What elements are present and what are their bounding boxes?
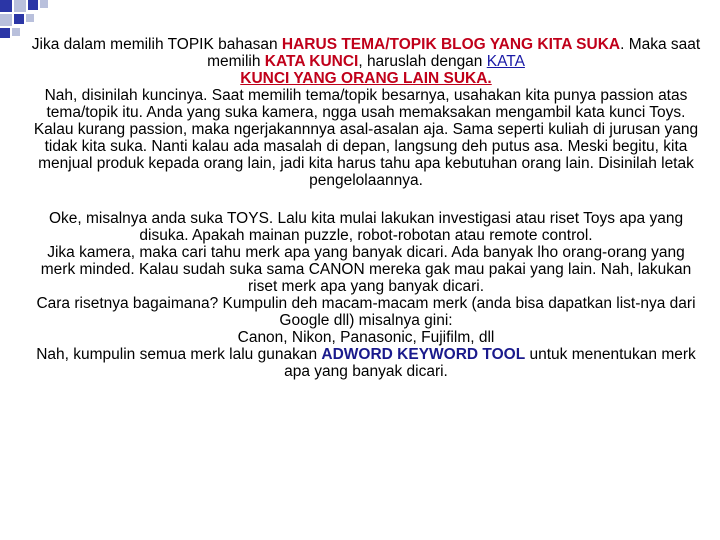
paragraph-kamera: Jika kamera, maka cari tahu merk apa yang banyak dicari. Ada banyak lho orang-orang yang merk minded. Kalau sudah suka sama CANON mereka gak mau pakai yang lain. Nah, lakukan riset merk apa yang banyak dicari. [40, 244, 692, 295]
highlight-kata-kunci: KATA KUNCI [264, 53, 359, 70]
highlight-kata: KATA [486, 53, 525, 70]
text: Jika dalam memilih TOPIK bahasan [31, 36, 282, 53]
highlight-adword-tool: ADWORD KEYWORD TOOL [321, 346, 526, 363]
paragraph-brands: Canon, Nikon, Panasonic, Fujifilm, dll [237, 329, 495, 346]
text: , haruslah dengan [358, 53, 487, 70]
text: Nah, kumpulin semua merk lalu gunakan [36, 346, 322, 363]
text: . Maka saat memilih [207, 36, 701, 70]
text: untuk menentukan merk apa yang banyak dicari. [284, 346, 696, 380]
paragraph-passion: Nah, disinilah kuncinya. Saat memilih tema/topik besarnya, usahakan kita punya passion atas tema/topik itu. Anda yang suka kamera, ngga usah memaksakan mengambil kata kunci Toys. Kalau kurang passion, maka ngerjakannnya asal-asalan aja. Sama seperti kuliah di jurusan yang tidak kita suka. Nanti kalau ada masalah di depan, langsung deh putus asa. Meski begitu, kita menjual produk kepada orang lain, jadi kita harus tahu apa kebutuhan orang lain. Disinilah letak pengelolaannya. [33, 87, 699, 189]
highlight-kunci-orang-lain: KUNCI YANG ORANG LAIN SUKA. [240, 70, 492, 87]
highlight-harus-tema: HARUS TEMA/TOPIK BLOG YANG KITA SUKA [281, 36, 621, 53]
corner-decoration [0, 0, 60, 40]
paragraph-topic [30, 36, 702, 87]
paragraph-riset: Cara risetnya bagaimana? Kumpulin deh macam-macam merk (anda bisa dapatkan list-nya dari Google dll) misalnya gini: [36, 295, 696, 329]
paragraph-adword [30, 346, 702, 380]
paragraph-toys: Oke, misalnya anda suka TOYS. Lalu kita mulai lakukan investigasi atau riset Toys apa yang disuka. Apakah mainan puzzle, robot-robotan atau remote control. [48, 210, 684, 244]
slide-body [30, 36, 702, 380]
